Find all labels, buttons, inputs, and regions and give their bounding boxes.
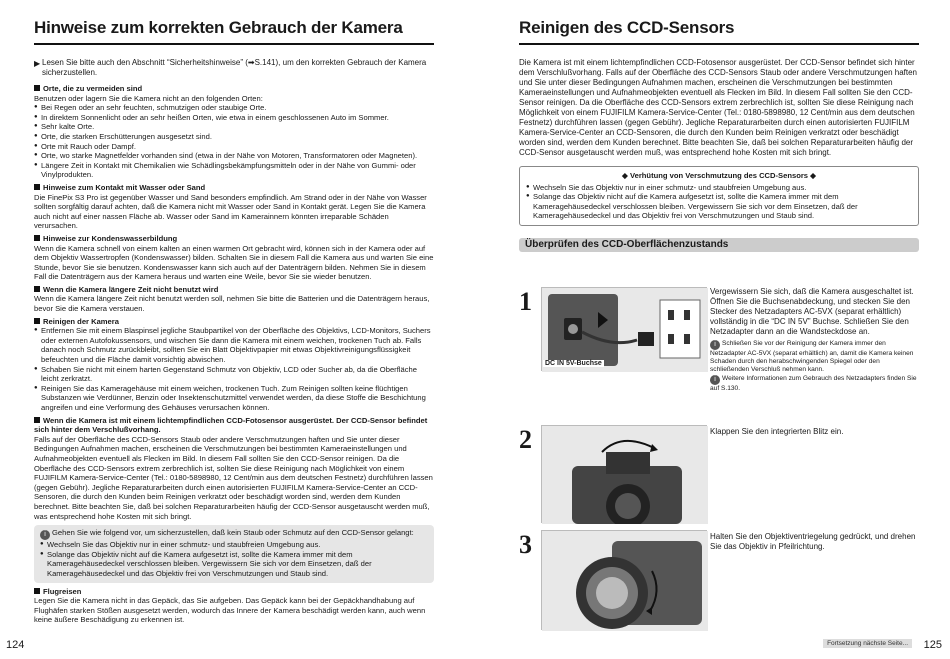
- page-number: 125: [923, 639, 942, 651]
- step-text: [710, 287, 920, 393]
- section-text: Die FinePix S3 Pro ist gegenüber Wasser und Sand besonders empfindlich. Am Strand oder in der Nähe von Wasser sollten sorgfältig darauf achten, daß die Kamera nicht mit Wasser oder Sand in Kontakt gerät. Legen Sie die Kamera auch nicht auf einer nassen Fläche ab. Wasser oder Sand im Kamerainnern könnten irreparable Schäden verursachen.: [34, 192, 427, 231]
- section: [34, 183, 434, 231]
- step-instruction: Vergewissern Sie sich, daß die Kamera ausgeschaltet ist. Öffnen Sie die Buchsenabdeckung, und stecken Sie den Stecker des Netzadapters AC-5VX (separat erhältlich) vollständig in die “DC IN 5V” Buchse. Schließen Sie den Netzadapter dann an die Wandsteckdose an.: [710, 287, 914, 336]
- section-text: Benutzen oder lagern Sie die Kamera nicht an den folgenden Orten:: [34, 93, 263, 103]
- step-number: 3: [519, 530, 532, 559]
- square-bullet-icon: [34, 85, 40, 91]
- section-heading: Hinweise zum Kontakt mit Wasser oder Sand: [43, 182, 206, 192]
- section-text: Wenn die Kamera schnell von einem kalten an einen warmen Ort gebracht wird, können sich in der Kamera oder auf dem Objektiv Wassertropfen (Kondenswasser) bilden. Schalten Sie in diesem Fall die Kamera aus und warten Sie eine Stunde, bevor Sie sie benutzen. Kondenswasser kann sich auch auf der Datenträgern bilden. Nehmen Sie in diesem Fall die Datenträgern aus der Kamera heraus und warten eine Weile, bevor Sie sie wieder benutzen.: [34, 243, 434, 282]
- warning-title: ◆ Verhütung von Verschmutzung des CCD-Sensors ◆: [622, 171, 816, 180]
- page-number: 124: [6, 639, 25, 651]
- section-heading: Flugreisen: [43, 586, 82, 596]
- step-3: [519, 530, 919, 630]
- square-bullet-icon: [34, 286, 40, 292]
- square-bullet-icon: [34, 318, 40, 324]
- list-item: ● Entfernen Sie mit einem Blaspinsel jegliche Staubpartikel von der Oberfläche des Objektivs, LCD-Monitors, Suchers oder externen Autofokussensors, und wischen Sie dann die Kamera mit einem weichen, trockenen Tuch ab. Falls danach noch Schmutz zurückbleibt, sollten Sie ein Blatt Objektivpapier mit etwas Objektivreinigungsflüssigkeit befeuchten und die Fläche damit vorsichtig abwischen.: [34, 326, 434, 364]
- list-item: ● Sehr kalte Orte.: [34, 122, 434, 132]
- step-note: [710, 340, 920, 375]
- step-instruction: Klappen Sie den integrierten Blitz ein.: [710, 427, 844, 436]
- section-heading: Hinweise zur Kondenswasserbildung: [43, 233, 178, 243]
- step-1: [519, 285, 919, 420]
- continue-link[interactable]: Fortsetzung nächste Seite...: [823, 639, 912, 648]
- list-item: ● Orte mit Rauch oder Dampf.: [34, 142, 434, 152]
- list-item: ● Orte, wo starke Magnetfelder vorhanden sind (etwa in der Nähe von Motoren, Transformatoren oder Magneten).: [34, 151, 434, 161]
- step-2: [519, 425, 919, 525]
- section-heading: Reinigen der Kamera: [43, 316, 119, 326]
- section: [34, 285, 434, 314]
- left-content: [34, 58, 434, 628]
- section-heading: Wenn die Kamera längere Zeit nicht benutzt wird: [43, 284, 219, 294]
- section: [34, 317, 434, 413]
- section-flugreisen: [34, 587, 434, 625]
- section-heading: Wenn die Kamera ist mit einem lichtempfindlichen CCD-Fotosensor ausgerüstet. Der CCD-Sensor befindet sich hinter dem Verschlußvorhang.: [34, 415, 428, 435]
- step-note: [710, 375, 920, 393]
- arrow-right-icon: ▶: [34, 59, 41, 68]
- warning-box: [519, 166, 919, 226]
- note-lead: Gehen Sie wie folgend vor, um sicherzustellen, daß kein Staub oder Schmutz auf den CCD-Sensor gelangt:: [52, 528, 414, 538]
- sections: [34, 84, 434, 521]
- intro: [34, 58, 434, 78]
- section: [34, 234, 434, 282]
- intro-paragraph: Die Kamera ist mit einem lichtempfindlichen CCD-Fotosensor ausgerüstet. Der CCD-Sensor befindet sich hinter dem Verschlußvorhang. Falls auf der Oberfläche des CCD-Sensors Staub oder andere Verschmutzungen haften und Sie unter dieser Bedingungen Aufnahmen machen, erscheinen die Verschmutzungen bei bestimmten Kameraeinstellungen und Aufnahmeobjekten eventuell als Flecken im Bild. In diesem Fall sollten Sie den CCD-Sensor reinigen. Da die Oberfläche des CCD-Sensors extrem zerbrechlich ist, sollten Sie diese Reinigung nach Möglichkeit von einem FUJIFILM Kamera-Service-Center (Tel.: 0180-5898980, 12 Cent/min aus dem deutschen Festnetz) durchführen lassen (gegen Gebühr). Jegliche Reparaturarbeiten durch einen autorisierten FUJIFILM Kamera-Service-Center an CCD-Sensoren, die durch den Kunden beim Reinigen verkratzt oder beschädigt worden sind, werden dem Kunden berechnet. Bitte beachten Sie, daß bei solchen Reparaturarbeiten häufig der CCD-Sensor ausgetauscht werden muß, was entsprechend hohe Kosten mit sich bringt.: [519, 58, 917, 157]
- right-content: [519, 58, 919, 252]
- page-title: Reinigen des CCD-Sensors: [519, 18, 735, 37]
- figure-caption: DC IN 5V-Buchse: [545, 360, 602, 367]
- title-rule: [519, 43, 919, 45]
- section-text: Legen Sie die Kamera nicht in das Gepäck, das Sie aufgeben. Das Gepäck kann bei der Gepäckhandhabung auf Flughäfen starken Stößen ausgesetzt werden, wodurch das Innere der Kamera beschädigt werden kann, auch wenn keine äußere Beschädigung zu erkennen ist.: [34, 596, 426, 625]
- list-item: ● Wechseln Sie das Objektiv nur in einer schmutz- und staubfreien Umgebung aus.: [40, 540, 428, 550]
- note-text: Schließen Sie vor der Reinigung der Kamera immer den Netzadapter AC-5VX (separat erhältlich) an, damit die Kamera keinen Schaden durch den herabschwingenden Spiegel oder den schließenden Verschluß nehmen kann.: [710, 340, 914, 374]
- step-instruction: Halten Sie den Objektiventriegelung gedrückt, und drehen Sie das Objektiv in Pfeilrichtung.: [710, 532, 916, 551]
- square-bullet-icon: [34, 588, 40, 594]
- page-title: Hinweise zum korrekten Gebrauch der Kamera: [34, 18, 403, 37]
- list-item: ● Wechseln Sie das Objektiv nur in einer schmutz- und staubfreien Umgebung aus.: [526, 183, 912, 193]
- list-item: ● Schaben Sie nicht mit einem harten Gegenstand Schmutz von Objektiv, LCD oder Sucher ab, da die Oberfläche leicht zerkratzt.: [34, 365, 434, 384]
- list-item: ● Orte, die starken Erschütterungen ausgesetzt sind.: [34, 132, 434, 142]
- section-heading: Orte, die zu vermeiden sind: [43, 84, 143, 93]
- section-text: Wenn die Kamera längere Zeit nicht benutzt werden soll, nehmen Sie bitte die Batterien und die Datenträgern heraus, bevor Sie die Kamera verstauen.: [34, 294, 430, 314]
- list-item: ● Längere Zeit in Kontakt mit Chemikalien wie Schädlingsbekämpfungsmitteln oder in der Nähe von Gummi- oder Vinylprodukten.: [34, 161, 434, 180]
- list-item: ● Solange das Objektiv nicht auf die Kamera aufgesetzt ist, sollte die Kamera immer mit dem Kameragehäusedeckel verschlossen bleiben. Vergewissern Sie sich vor dem Einsetzen, daß der Kameragehäusedeckel und das Objektiv frei von Verschmutzungen und Staub sind.: [526, 192, 912, 221]
- list-item: ● In direktem Sonnenlicht oder an sehr heißen Orten, wie etwa in einem geschlossenen Auto im Sommer.: [34, 113, 434, 123]
- section: [34, 84, 434, 180]
- list-item: ● Bei Regen oder an sehr feuchten, schmutzigen oder staubige Orte.: [34, 103, 434, 113]
- info-icon: i: [710, 340, 720, 350]
- section-banner: Überprüfen des CCD-Oberflächenzustands: [519, 238, 919, 252]
- step-number: 2: [519, 425, 532, 454]
- camera-lens-illustration: [541, 530, 707, 630]
- step-number: 1: [519, 287, 532, 316]
- section: [34, 416, 434, 522]
- title-rule: [34, 43, 434, 45]
- note-bullets: [40, 540, 428, 578]
- note-text: Weitere Informationen zum Gebrauch des Netzadapters finden Sie auf S.130.: [710, 374, 917, 392]
- square-bullet-icon: [34, 184, 40, 190]
- camera-flash-illustration: [541, 425, 707, 523]
- list-item: ● Solange das Objektiv nicht auf die Kamera aufgesetzt ist, sollte die Kamera immer mit dem Kameragehäusedeckel verschlossen bleiben. Vergewissern Sie sich vor dem Einsetzen, daß der Kameragehäusedeckel und das Objektiv frei von Verschmutzungen und Staub sind.: [40, 550, 428, 579]
- right-page: [475, 0, 950, 659]
- info-icon: i: [710, 375, 720, 385]
- note-box: [34, 525, 434, 582]
- list-item: ● Reinigen Sie das Kameragehäuse mit einem weichen, trockenen Tuch. Zum Reinigen sollten keine flüchtigen Substanzen wie Verdünner, Benzin oder Insektenschutzmittel verwendet werden, da diese Stoffe die Beschichtung angreifen und eine Verformung des Gehäuses verursachen können.: [34, 384, 434, 413]
- section-text: Falls auf der Oberfläche des CCD-Sensors Staub oder andere Verschmutzungen haften und Sie unter dieser Bedingungen Aufnahmen machen, erscheinen die Verschmutzungen bei bestimmten Kameraeinstellungen und Aufnahmeobjekten eventuell als Flecken im Bild. In diesem Fall sollten Sie den CCD-Sensor reinigen. Da die Oberfläche des CCD-Sensors extrem zerbrechlich ist, sollten Sie diese Reinigung nach Möglichkeit von einem FUJIFILM Kamera-Service-Center (Tel.: 0180-5898980, 12 Cent/min aus dem deutschen Festnetz) durchführen lassen (gegen Gebühr). Jegliche Reparaturarbeiten durch einen autorisierten FUJIFILM Kamera-Service-Center an CCD-Sensoren, die durch den Kunden beim Reinigen verkratzt oder beschädigt worden sind, werden dem Kunden berechnet. Bitte beachten Sie, daß bei solchen Reparaturarbeiten häufig der CCD-Sensor ausgetauscht werden muß, was entsprechend hohe Kosten mit sich bringt.: [34, 434, 433, 521]
- warning-bullets: [526, 183, 912, 221]
- info-icon: i: [40, 530, 50, 540]
- square-bullet-icon: [34, 417, 40, 423]
- camera-plug-illustration: [541, 287, 707, 371]
- square-bullet-icon: [34, 235, 40, 241]
- intro-text: Lesen Sie bitte auch den Abschnitt “Sicherheitshinweise” (➡S.141), um den korrekten Gebrauch der Kamera sicherzustellen.: [42, 58, 427, 77]
